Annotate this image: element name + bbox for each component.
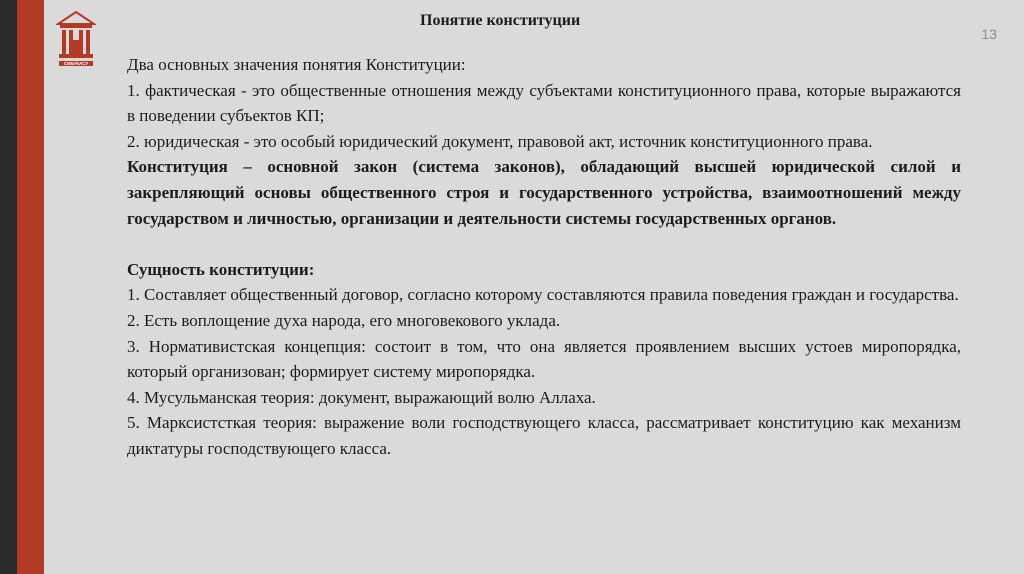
- left-dark-strip: [0, 0, 17, 574]
- paragraph-essence-5: 5. Марксистсткая теория: выражение воли господствующего класса, рассматривает конституцию как механизм диктатуры господствующего класса.: [127, 413, 961, 458]
- university-building-logo-icon: [56, 10, 96, 74]
- slide-title: Понятие конституции: [420, 12, 581, 29]
- logo-caption: СИБУКАСУ: [63, 61, 89, 67]
- paragraph-essence-3: 3. Нормативистская концепция: состоит в том, что она является проявлением высших устоев миропорядка, который организован; формирует систему миропорядка.: [127, 336, 961, 382]
- paragraph-essence-4: 4. Мусульманская теория: документ, выражающий волю Аллаха.: [127, 387, 596, 407]
- paragraph-meaning-2: 2. юридическая - это особый юридический документ, правовой акт, источник конституционного права.: [127, 131, 873, 151]
- spacer: [127, 231, 961, 257]
- paragraph-essence-2: 2. Есть воплощение духа народа, его многовекового уклада.: [127, 310, 561, 330]
- paragraph-definition: Конституция – основной закон (система законов), обладающий высшей юридической силой и закрепляющий основы общественного строя и государственного устройства, взаимоотношений между государством и личностью, организации и деятельности системы государственных органов.: [127, 157, 961, 228]
- paragraph-essence-heading: Сущность конституции:: [127, 259, 315, 279]
- page-number: 13: [981, 26, 997, 42]
- left-accent-strip: [17, 0, 45, 574]
- paragraph-essence-1: 1. Составляет общественный договор, согласно которому составляются правила поведения граждан и государства.: [127, 285, 959, 305]
- paragraph-meaning-1: 1. фактическая - это общественные отношения между субъектами конституционного права, которые выражаются в поведении субъектов КП;: [127, 80, 961, 126]
- slide-content: [127, 52, 961, 462]
- paragraph-intro: Два основных значения понятия Конституции:: [127, 55, 466, 74]
